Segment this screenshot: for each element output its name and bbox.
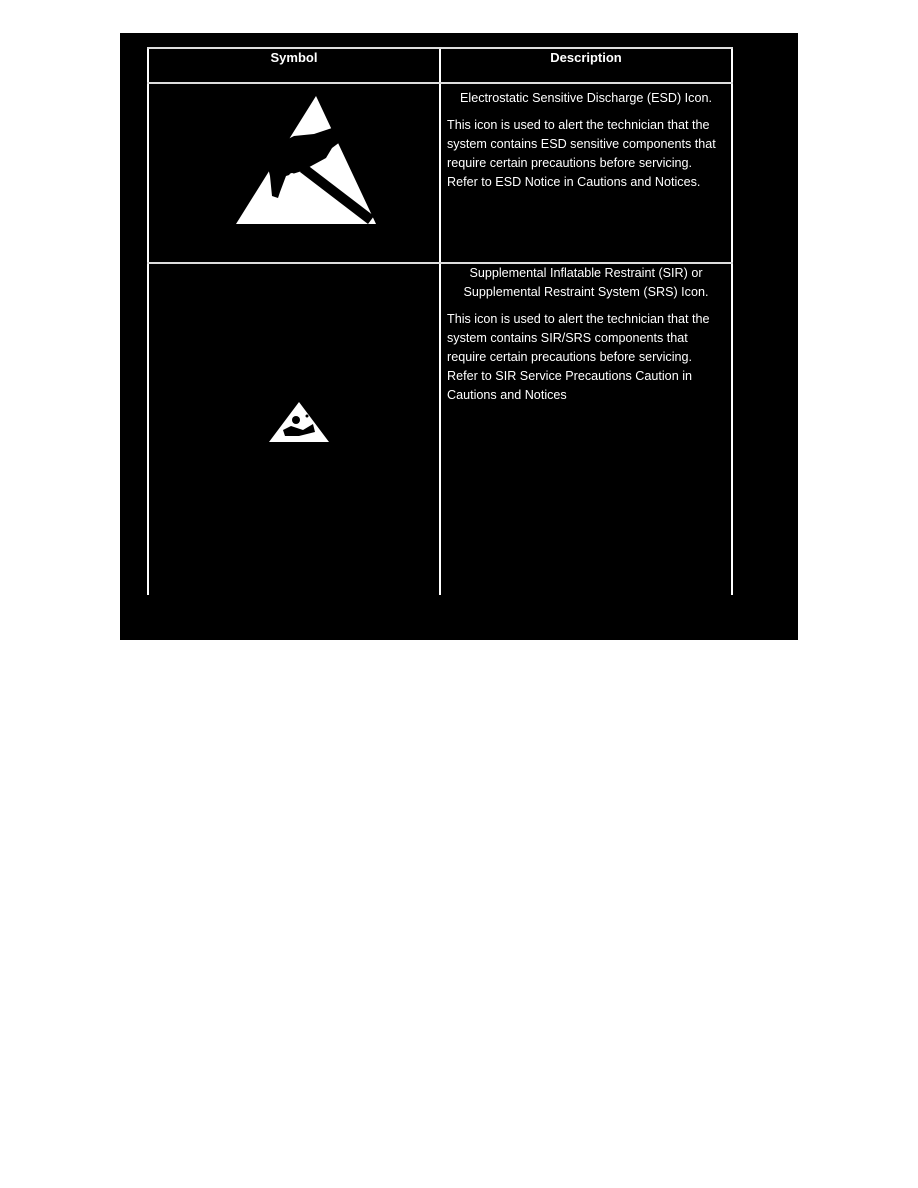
scanned-table-image (120, 33, 798, 640)
esd-icon (236, 96, 376, 231)
esd-body: This icon is used to alert the technician that the system contains ESD sensitive components that require certain precautions before servicing. Refer to ESD Notice in Cautions and Notices. (447, 118, 716, 189)
sir-body: This icon is used to alert the technician that the system contains SIR/SRS components that require certain precautions before servicing. Refer to SIR Service Precautions Caution in Cautions and Notices (447, 312, 710, 402)
table-border-left (147, 47, 149, 595)
sir-title: Supplemental Inflatable Restraint (SIR) or Supplemental Restraint System (SRS) Icon. (463, 266, 709, 299)
header-symbol: Symbol (270, 50, 318, 65)
table-border-middle (439, 47, 441, 595)
row-sir-description (447, 264, 725, 405)
header-description: Description (550, 50, 622, 65)
table-border-right (731, 47, 733, 595)
header-divider (147, 82, 733, 84)
esd-title: Electrostatic Sensitive Discharge (ESD) Icon. (460, 91, 712, 105)
symbol-table (147, 47, 733, 595)
sir-srs-icon (269, 402, 329, 447)
row-esd-description (447, 89, 725, 192)
